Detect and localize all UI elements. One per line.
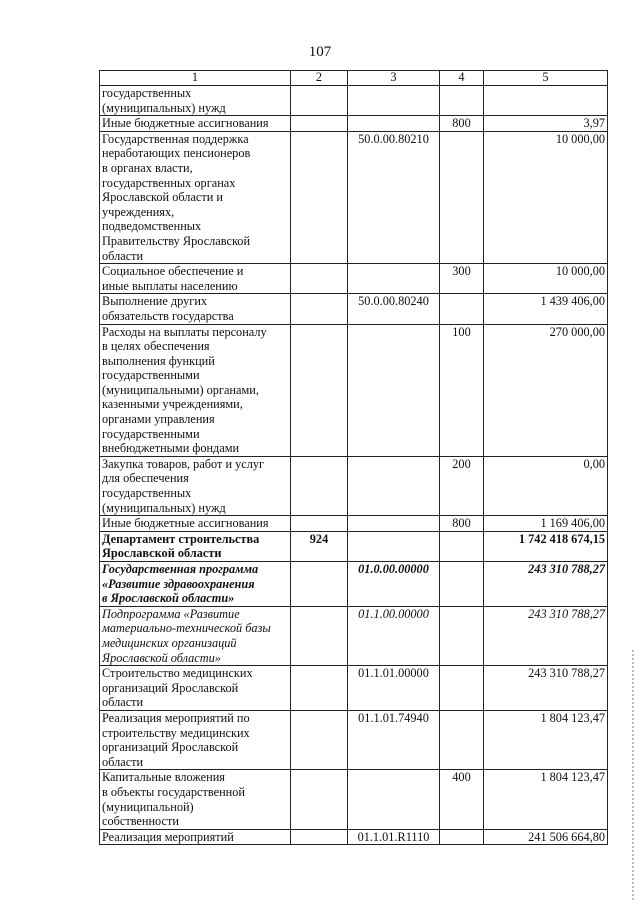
- row-dept-cell: [291, 606, 348, 665]
- table-row: [100, 116, 608, 132]
- row-type-cell: [440, 562, 484, 607]
- row-name-cell: государственных (муниципальных) нужд: [100, 86, 291, 116]
- row-amount-cell: 1 439 406,00: [484, 294, 608, 324]
- row-amount-cell: 1 169 406,00: [484, 516, 608, 532]
- row-name-cell: Строительство медицинских организаций Ярославской области: [100, 666, 291, 711]
- table-row: [100, 86, 608, 116]
- budget-table: [99, 70, 608, 845]
- row-code-cell: [348, 456, 440, 515]
- row-name-cell: Капитальные вложения в объекты государственной (муниципальной) собственности: [100, 770, 291, 829]
- row-code-cell: 50.0.00.80240: [348, 294, 440, 324]
- row-name-cell: Реализация мероприятий: [100, 829, 291, 845]
- row-dept-cell: [291, 86, 348, 116]
- row-dept-cell: [291, 562, 348, 607]
- row-amount-cell: 0,00: [484, 456, 608, 515]
- row-dept-cell: [291, 294, 348, 324]
- column-header-1: 1: [100, 71, 291, 86]
- table-row: [100, 770, 608, 829]
- row-amount-cell: 241 506 664,80: [484, 829, 608, 845]
- table-row: [100, 829, 608, 845]
- row-amount-cell: [484, 86, 608, 116]
- row-name-cell: Социальное обеспечение и иные выплаты населению: [100, 264, 291, 294]
- table-row: [100, 294, 608, 324]
- table-row: [100, 516, 608, 532]
- row-name-cell: Подпрограмма «Развитие материально-технической базы медицинских организаций Ярославской области»: [100, 606, 291, 665]
- table-row: [100, 131, 608, 263]
- table-row: [100, 324, 608, 456]
- row-type-cell: [440, 829, 484, 845]
- row-name-cell: Иные бюджетные ассигнования: [100, 516, 291, 532]
- row-type-cell: [440, 294, 484, 324]
- column-header-2: 2: [291, 71, 348, 86]
- row-name-cell: Выполнение других обязательств государства: [100, 294, 291, 324]
- row-name-cell: Государственная поддержка неработающих пенсионеров в органах власти, государственных органах Ярославской области и учреждениях, подведомственных Правительству Ярославской области: [100, 131, 291, 263]
- row-code-cell: [348, 531, 440, 561]
- row-amount-cell: 3,97: [484, 116, 608, 132]
- row-type-cell: 400: [440, 770, 484, 829]
- margin-decoration: [632, 650, 636, 900]
- table-row: [100, 456, 608, 515]
- row-name-cell: Расходы на выплаты персоналу в целях обеспечения выполнения функций государственными (муниципальными) органами, казенными учреждениями, органами управления государственными внебюджетными фондами: [100, 324, 291, 456]
- page-number: 107: [308, 44, 332, 60]
- row-code-cell: [348, 264, 440, 294]
- row-dept-cell: [291, 116, 348, 132]
- row-dept-cell: [291, 666, 348, 711]
- column-header-5: 5: [484, 71, 608, 86]
- row-type-cell: [440, 666, 484, 711]
- row-name-cell: Реализация мероприятий по строительству медицинских организаций Ярославской области: [100, 710, 291, 769]
- row-code-cell: [348, 86, 440, 116]
- row-code-cell: 01.1.01.74940: [348, 710, 440, 769]
- column-header-3: 3: [348, 71, 440, 86]
- row-type-cell: 800: [440, 516, 484, 532]
- row-code-cell: 01.1.01.R1110: [348, 829, 440, 845]
- row-type-cell: 800: [440, 116, 484, 132]
- row-type-cell: 100: [440, 324, 484, 456]
- row-amount-cell: 1 742 418 674,15: [484, 531, 608, 561]
- row-name-cell: Государственная программа «Развитие здравоохранения в Ярославской области»: [100, 562, 291, 607]
- row-type-cell: [440, 131, 484, 263]
- row-code-cell: [348, 770, 440, 829]
- row-amount-cell: 270 000,00: [484, 324, 608, 456]
- row-amount-cell: 1 804 123,47: [484, 770, 608, 829]
- row-type-cell: [440, 710, 484, 769]
- row-name-cell: Департамент строительства Ярославской области: [100, 531, 291, 561]
- row-dept-cell: [291, 829, 348, 845]
- row-code-cell: 01.1.01.00000: [348, 666, 440, 711]
- row-code-cell: 01.1.00.00000: [348, 606, 440, 665]
- table-row: [100, 666, 608, 711]
- table-row: [100, 710, 608, 769]
- row-dept-cell: [291, 264, 348, 294]
- row-dept-cell: [291, 516, 348, 532]
- row-type-cell: [440, 606, 484, 665]
- table-row: [100, 264, 608, 294]
- table-row: [100, 531, 608, 561]
- row-amount-cell: 243 310 788,27: [484, 606, 608, 665]
- row-amount-cell: 10 000,00: [484, 264, 608, 294]
- row-code-cell: 50.0.00.80210: [348, 131, 440, 263]
- row-dept-cell: [291, 770, 348, 829]
- row-dept-cell: 924: [291, 531, 348, 561]
- table-row: [100, 606, 608, 665]
- row-amount-cell: 243 310 788,27: [484, 562, 608, 607]
- row-code-cell: [348, 516, 440, 532]
- row-amount-cell: 10 000,00: [484, 131, 608, 263]
- table-row: [100, 562, 608, 607]
- column-header-4: 4: [440, 71, 484, 86]
- row-dept-cell: [291, 456, 348, 515]
- row-name-cell: Иные бюджетные ассигнования: [100, 116, 291, 132]
- row-amount-cell: 1 804 123,47: [484, 710, 608, 769]
- row-type-cell: 300: [440, 264, 484, 294]
- row-dept-cell: [291, 131, 348, 263]
- row-code-cell: [348, 116, 440, 132]
- row-type-cell: 200: [440, 456, 484, 515]
- row-type-cell: [440, 531, 484, 561]
- row-type-cell: [440, 86, 484, 116]
- row-amount-cell: 243 310 788,27: [484, 666, 608, 711]
- row-dept-cell: [291, 710, 348, 769]
- row-dept-cell: [291, 324, 348, 456]
- header-row: [100, 71, 608, 86]
- row-code-cell: 01.0.00.00000: [348, 562, 440, 607]
- row-name-cell: Закупка товаров, работ и услуг для обеспечения государственных (муниципальных) нужд: [100, 456, 291, 515]
- row-code-cell: [348, 324, 440, 456]
